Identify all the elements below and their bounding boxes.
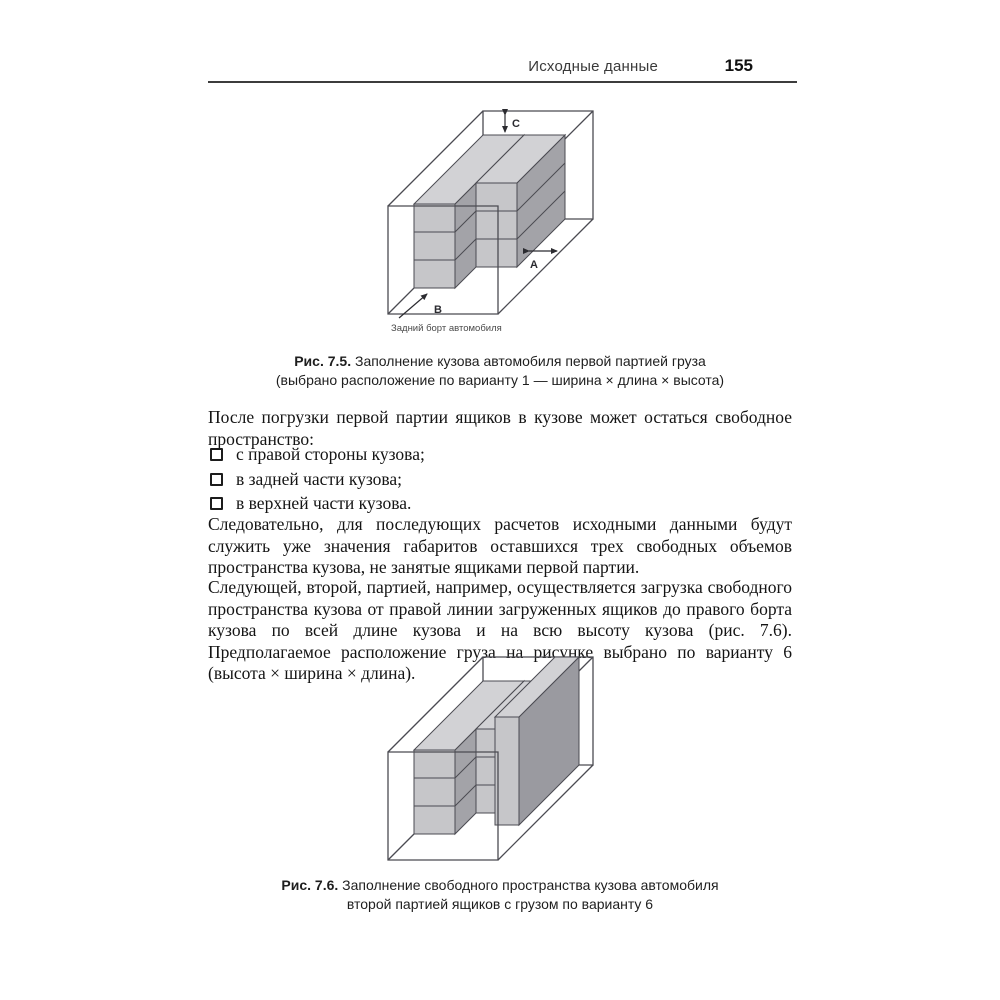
dimension-label-a: A bbox=[530, 259, 538, 271]
figure-7-6-caption-line2: второй партией ящиков с грузом по варианту 6 bbox=[346, 895, 654, 912]
figure-7-6-diagram bbox=[383, 652, 601, 874]
square-bullet-icon bbox=[210, 473, 223, 486]
list-item-text: с правой стороны кузова; bbox=[236, 444, 425, 464]
figure-7-6-caption-text: Заполнение свободного пространства кузова автомобиля bbox=[338, 877, 719, 893]
figure-7-6-caption-number: Рис. 7.6. bbox=[281, 877, 339, 893]
dimension-label-b: B bbox=[434, 304, 442, 316]
figure-7-6-caption bbox=[208, 876, 792, 913]
paragraph-3: Следующей, второй, партией, например, осуществляется загрузка свободного пространства кузова от правой линии загруженных ящиков до правого борта кузова по всей длине кузова и на всю высоту кузова (рис. 7.6). Предполагаемое расположение груза на рисунке выбрано по варианту 6 (высота × ширина × длина). bbox=[208, 577, 792, 683]
bullet-list bbox=[208, 446, 792, 520]
list-item bbox=[208, 446, 792, 464]
figure-7-5-note: Задний борт автомобиля bbox=[391, 323, 502, 334]
figure-7-5-caption-number: Рис. 7.5. bbox=[294, 353, 352, 369]
figure-7-5-caption-text: Заполнение кузова автомобиля первой партией груза bbox=[351, 353, 706, 369]
header-rule bbox=[208, 81, 797, 83]
list-item-text: в верхней части кузова. bbox=[236, 493, 412, 513]
dimension-label-c: C bbox=[512, 118, 520, 130]
page-number: 155 bbox=[724, 56, 753, 75]
figure-7-5-caption-line1 bbox=[208, 352, 792, 371]
figure-7-5-caption bbox=[208, 352, 792, 389]
square-bullet-icon bbox=[210, 448, 223, 461]
running-header bbox=[208, 56, 795, 80]
list-item bbox=[208, 495, 792, 513]
figure-7-5-diagram bbox=[383, 106, 601, 334]
running-title: Исходные данные bbox=[528, 58, 658, 75]
figure-7-5-caption-line2: (выбрано расположение по варианту 1 — ширина × длина × высота) bbox=[275, 371, 725, 388]
paragraph-1: После погрузки первой партии ящиков в кузове может остаться свободное пространство: bbox=[208, 407, 792, 449]
paragraph-2: Следовательно, для последующих расчетов исходными данными будут служить уже значения габаритов оставшихся трех свободных объемов пространства кузова, не занятые ящиками первой партии. bbox=[208, 514, 792, 577]
list-item bbox=[208, 468, 792, 489]
square-bullet-icon bbox=[210, 497, 223, 510]
figure-7-6-caption-line1 bbox=[208, 876, 792, 895]
list-item-text: в задней части кузова; bbox=[236, 468, 403, 489]
